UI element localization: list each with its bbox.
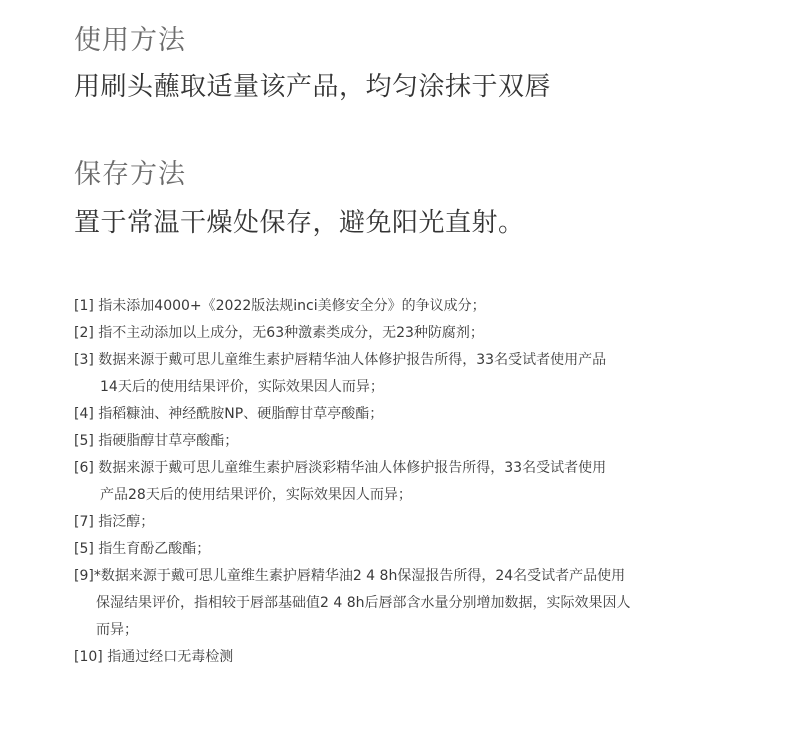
footnote-9-continued: 保湿结果评价，指相较于唇部基础值2 4 8h后唇部含水量分别增加数据，实际效果因人 [96,595,631,611]
usage-section-title: 使用方法 [74,25,186,56]
footnotes-list [74,293,774,671]
footnote-6: [6] 数据来源于戴可思儿童维生素护唇淡彩精华油人体修护报告所得，33名受试者使用 [74,460,607,476]
footnote-1: [1] 指未添加4000+《2022版法规inci美修安全分》的争议成分； [74,298,486,314]
footnote-5: [5] 指硬脂醇甘草亭酸酯； [74,433,239,449]
usage-instructions: 用刷头蘸取适量该产品，均匀涂抹于双唇 [74,72,552,102]
footnote-8: [5] 指生育酚乙酸酯； [74,541,211,557]
footnote-4: [4] 指稻糠油、神经酰胺NP、硬脂醇甘草亭酸酯； [74,406,384,422]
footnote-7: [7] 指泛醇； [74,514,155,530]
footnote-9: [9]*数据来源于戴可思儿童维生素护唇精华油2 4 8h保湿报告所得，24名受试者产品使用 [74,568,626,584]
storage-section-title: 保存方法 [74,159,186,190]
footnote-9-continued-2: 而异； [96,622,138,638]
footnote-10: [10] 指通过经口无毒检测 [74,649,234,665]
footnote-6-continued: 产品28天后的使用结果评价，实际效果因人而异； [100,487,412,503]
footnote-2: [2] 指不主动添加以上成分，无63种激素类成分，无23种防腐剂； [74,325,484,341]
footnote-3-continued: 14天后的使用结果评价，实际效果因人而异； [100,379,384,395]
storage-instructions: 置于常温干燥处保存，避免阳光直射。 [74,208,525,238]
footnote-3: [3] 数据来源于戴可思儿童维生素护唇精华油人体修护报告所得，33名受试者使用产品 [74,352,607,368]
